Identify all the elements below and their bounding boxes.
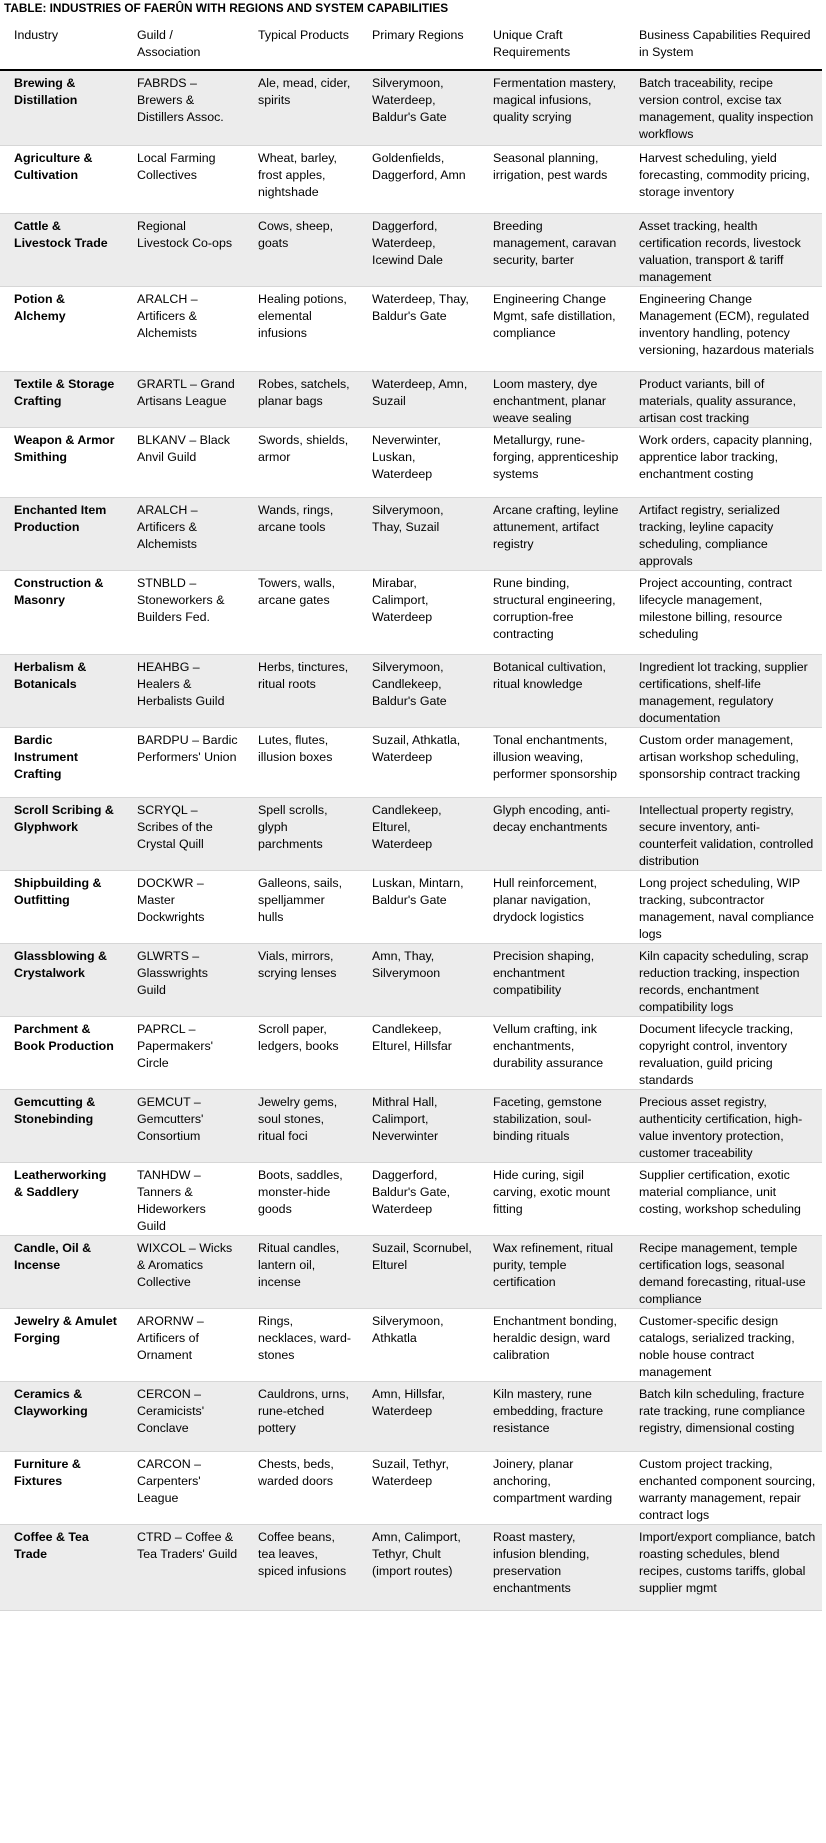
- cell-business: Kiln capacity scheduling, scrap reduction tracking, inspection records, enchantment compatibility logs: [625, 943, 822, 1016]
- table-row: [0, 213, 822, 286]
- table-row: [0, 1089, 822, 1162]
- header-regions: Primary Regions: [358, 19, 479, 70]
- table-title: TABLE: INDUSTRIES OF FAERÛN WITH REGIONS AND SYSTEM CAPABILITIES: [4, 1, 449, 15]
- table-row: [0, 427, 822, 497]
- cell-regions: Daggerford, Waterdeep, Icewind Dale: [358, 213, 479, 286]
- cell-business: Artifact registry, serialized tracking, leyline capacity scheduling, compliance approvals: [625, 497, 822, 570]
- cell-craft: Faceting, gemstone stabilization, soul-binding rituals: [479, 1089, 625, 1162]
- cell-business: Batch kiln scheduling, fracture rate tracking, rune compliance registry, dimensional costing: [625, 1381, 822, 1451]
- cell-regions: Suzail, Scornubel, Elturel: [358, 1235, 479, 1308]
- cell-guild: SCRYQL – Scribes of the Crystal Quill: [123, 797, 244, 870]
- header-business: Business Capabilities Required in System: [625, 19, 822, 70]
- cell-guild: ARALCH – Artificers & Alchemists: [123, 286, 244, 371]
- cell-products: Lutes, flutes, illusion boxes: [244, 727, 358, 797]
- cell-regions: Waterdeep, Amn, Suzail: [358, 371, 479, 427]
- cell-products: Chests, beds, warded doors: [244, 1451, 358, 1524]
- cell-products: Wheat, barley, frost apples, nightshade: [244, 145, 358, 213]
- cell-guild: CARCON – Carpenters' League: [123, 1451, 244, 1524]
- industries-table: [0, 19, 822, 1611]
- cell-regions: Luskan, Mintarn, Baldur's Gate: [358, 870, 479, 943]
- cell-products: Jewelry gems, soul stones, ritual foci: [244, 1089, 358, 1162]
- cell-business: Work orders, capacity planning, apprentice labor tracking, enchantment costing: [625, 427, 822, 497]
- cell-products: Swords, shields, armor: [244, 427, 358, 497]
- cell-products: Coffee beans, tea leaves, spiced infusions: [244, 1524, 358, 1610]
- cell-business: Recipe management, temple certification logs, seasonal demand forecasting, ritual-use compliance: [625, 1235, 822, 1308]
- table-body: [0, 70, 822, 1610]
- cell-regions: Suzail, Tethyr, Waterdeep: [358, 1451, 479, 1524]
- table-row: [0, 570, 822, 654]
- table-row: [0, 286, 822, 371]
- cell-industry: Ceramics & Clayworking: [0, 1381, 123, 1451]
- cell-products: Spell scrolls, glyph parchments: [244, 797, 358, 870]
- cell-guild: WIXCOL – Wicks & Aromatics Collective: [123, 1235, 244, 1308]
- cell-products: Boots, saddles, monster-hide goods: [244, 1162, 358, 1235]
- cell-industry: Enchanted Item Production: [0, 497, 123, 570]
- cell-business: Product variants, bill of materials, quality assurance, artisan cost tracking: [625, 371, 822, 427]
- cell-business: Document lifecycle tracking, copyright control, inventory revaluation, guild pricing standards: [625, 1016, 822, 1089]
- cell-craft: Loom mastery, dye enchantment, planar weave sealing: [479, 371, 625, 427]
- cell-industry: Textile & Storage Crafting: [0, 371, 123, 427]
- cell-industry: Shipbuilding & Outfitting: [0, 870, 123, 943]
- cell-business: Supplier certification, exotic material compliance, unit costing, workshop scheduling: [625, 1162, 822, 1235]
- cell-craft: Seasonal planning, irrigation, pest wards: [479, 145, 625, 213]
- cell-guild: TANHDW – Tanners & Hideworkers Guild: [123, 1162, 244, 1235]
- header-guild: Guild / Association: [123, 19, 244, 70]
- cell-industry: Cattle & Livestock Trade: [0, 213, 123, 286]
- cell-craft: Hull reinforcement, planar navigation, drydock logistics: [479, 870, 625, 943]
- cell-guild: GRARTL – Grand Artisans League: [123, 371, 244, 427]
- table-row: [0, 870, 822, 943]
- cell-regions: Goldenfields, Daggerford, Amn: [358, 145, 479, 213]
- cell-industry: Construction & Masonry: [0, 570, 123, 654]
- cell-industry: Potion & Alchemy: [0, 286, 123, 371]
- table-row: [0, 1016, 822, 1089]
- cell-industry: Agriculture & Cultivation: [0, 145, 123, 213]
- cell-craft: Hide curing, sigil carving, exotic mount fitting: [479, 1162, 625, 1235]
- cell-products: Galleons, sails, spelljammer hulls: [244, 870, 358, 943]
- cell-craft: Glyph encoding, anti-decay enchantments: [479, 797, 625, 870]
- cell-regions: Daggerford, Baldur's Gate, Waterdeep: [358, 1162, 479, 1235]
- cell-guild: GEMCUT – Gemcutters' Consortium: [123, 1089, 244, 1162]
- cell-industry: Furniture & Fixtures: [0, 1451, 123, 1524]
- cell-regions: Waterdeep, Thay, Baldur's Gate: [358, 286, 479, 371]
- cell-craft: Arcane crafting, leyline attunement, artifact registry: [479, 497, 625, 570]
- table-row: [0, 943, 822, 1016]
- cell-regions: Candlekeep, Elturel, Waterdeep: [358, 797, 479, 870]
- cell-guild: PAPRCL – Papermakers' Circle: [123, 1016, 244, 1089]
- cell-business: Custom project tracking, enchanted component sourcing, warranty management, repair contract logs: [625, 1451, 822, 1524]
- cell-guild: BARDPU – Bardic Performers' Union: [123, 727, 244, 797]
- cell-business: Asset tracking, health certification records, livestock valuation, transport & tariff management: [625, 213, 822, 286]
- cell-regions: Silverymoon, Athkatla: [358, 1308, 479, 1381]
- cell-regions: Silverymoon, Waterdeep, Baldur's Gate: [358, 70, 479, 145]
- cell-craft: Roast mastery, infusion blending, preservation enchantments: [479, 1524, 625, 1610]
- cell-craft: Botanical cultivation, ritual knowledge: [479, 654, 625, 727]
- table-row: [0, 70, 822, 145]
- table-row: [0, 1308, 822, 1381]
- table-row: [0, 797, 822, 870]
- table-row: [0, 1381, 822, 1451]
- cell-guild: ARORNW – Artificers of Ornament: [123, 1308, 244, 1381]
- cell-products: Robes, satchels, planar bags: [244, 371, 358, 427]
- cell-regions: Amn, Calimport, Tethyr, Chult (import routes): [358, 1524, 479, 1610]
- cell-craft: Joinery, planar anchoring, compartment warding: [479, 1451, 625, 1524]
- cell-products: Cows, sheep, goats: [244, 213, 358, 286]
- cell-industry: Scroll Scribing & Glyphwork: [0, 797, 123, 870]
- cell-guild: Local Farming Collectives: [123, 145, 244, 213]
- table-row: [0, 1235, 822, 1308]
- cell-business: Ingredient lot tracking, supplier certifications, shelf-life management, regulatory documentation: [625, 654, 822, 727]
- cell-craft: Tonal enchantments, illusion weaving, performer sponsorship: [479, 727, 625, 797]
- cell-industry: Weapon & Armor Smithing: [0, 427, 123, 497]
- cell-craft: Rune binding, structural engineering, corruption-free contracting: [479, 570, 625, 654]
- cell-regions: Amn, Thay, Silverymoon: [358, 943, 479, 1016]
- cell-business: Project accounting, contract lifecycle management, milestone billing, resource scheduling: [625, 570, 822, 654]
- table-row: [0, 145, 822, 213]
- table-row: [0, 654, 822, 727]
- cell-products: Wands, rings, arcane tools: [244, 497, 358, 570]
- cell-industry: Gemcutting & Stonebinding: [0, 1089, 123, 1162]
- cell-regions: Neverwinter, Luskan, Waterdeep: [358, 427, 479, 497]
- cell-industry: Candle, Oil & Incense: [0, 1235, 123, 1308]
- cell-products: Herbs, tinctures, ritual roots: [244, 654, 358, 727]
- header-industry: Industry: [0, 19, 123, 70]
- cell-guild: ARALCH – Artificers & Alchemists: [123, 497, 244, 570]
- cell-craft: Kiln mastery, rune embedding, fracture resistance: [479, 1381, 625, 1451]
- cell-guild: DOCKWR – Master Dockwrights: [123, 870, 244, 943]
- table-row: [0, 371, 822, 427]
- cell-business: Engineering Change Management (ECM), regulated inventory handling, potency versioning, hazardous materials: [625, 286, 822, 371]
- cell-guild: STNBLD – Stoneworkers & Builders Fed.: [123, 570, 244, 654]
- cell-industry: Herbalism & Botanicals: [0, 654, 123, 727]
- cell-craft: Enchantment bonding, heraldic design, ward calibration: [479, 1308, 625, 1381]
- cell-products: Rings, necklaces, ward-stones: [244, 1308, 358, 1381]
- cell-products: Cauldrons, urns, rune-etched pottery: [244, 1381, 358, 1451]
- table-row: [0, 1524, 822, 1610]
- cell-products: Towers, walls, arcane gates: [244, 570, 358, 654]
- cell-guild: CERCON – Ceramicists' Conclave: [123, 1381, 244, 1451]
- cell-business: Import/export compliance, batch roasting schedules, blend recipes, customs tariffs, global supplier mgmt: [625, 1524, 822, 1610]
- cell-business: Batch traceability, recipe version control, excise tax management, quality inspection workflows: [625, 70, 822, 145]
- cell-industry: Coffee & Tea Trade: [0, 1524, 123, 1610]
- cell-industry: Jewelry & Amulet Forging: [0, 1308, 123, 1381]
- cell-craft: Precision shaping, enchantment compatibility: [479, 943, 625, 1016]
- cell-products: Healing potions, elemental infusions: [244, 286, 358, 371]
- cell-products: Scroll paper, ledgers, books: [244, 1016, 358, 1089]
- header-craft: Unique Craft Requirements: [479, 19, 625, 70]
- cell-industry: Glassblowing & Crystalwork: [0, 943, 123, 1016]
- cell-regions: Mithral Hall, Calimport, Neverwinter: [358, 1089, 479, 1162]
- cell-guild: CTRD – Coffee & Tea Traders' Guild: [123, 1524, 244, 1610]
- cell-craft: Breeding management, caravan security, barter: [479, 213, 625, 286]
- cell-industry: Brewing & Distillation: [0, 70, 123, 145]
- table-header: [0, 19, 822, 70]
- cell-regions: Amn, Hillsfar, Waterdeep: [358, 1381, 479, 1451]
- cell-regions: Candlekeep, Elturel, Hillsfar: [358, 1016, 479, 1089]
- table-row: [0, 727, 822, 797]
- cell-business: Harvest scheduling, yield forecasting, commodity pricing, storage inventory: [625, 145, 822, 213]
- cell-guild: Regional Livestock Co-ops: [123, 213, 244, 286]
- cell-guild: FABRDS – Brewers & Distillers Assoc.: [123, 70, 244, 145]
- table-row: [0, 1162, 822, 1235]
- cell-business: Customer-specific design catalogs, serialized tracking, noble house contract management: [625, 1308, 822, 1381]
- cell-craft: Metallurgy, rune-forging, apprenticeship systems: [479, 427, 625, 497]
- header-row: [0, 19, 822, 70]
- cell-guild: GLWRTS – Glasswrights Guild: [123, 943, 244, 1016]
- cell-craft: Vellum crafting, ink enchantments, durability assurance: [479, 1016, 625, 1089]
- cell-products: Ale, mead, cider, spirits: [244, 70, 358, 145]
- cell-business: Precious asset registry, authenticity certification, high-value inventory protection, customer traceability: [625, 1089, 822, 1162]
- cell-products: Vials, mirrors, scrying lenses: [244, 943, 358, 1016]
- table-row: [0, 497, 822, 570]
- cell-craft: Wax refinement, ritual purity, temple certification: [479, 1235, 625, 1308]
- cell-regions: Mirabar, Calimport, Waterdeep: [358, 570, 479, 654]
- cell-craft: Engineering Change Mgmt, safe distillation, compliance: [479, 286, 625, 371]
- header-products: Typical Products: [244, 19, 358, 70]
- cell-regions: Silverymoon, Candlekeep, Baldur's Gate: [358, 654, 479, 727]
- cell-industry: Leatherworking & Saddlery: [0, 1162, 123, 1235]
- table-row: [0, 1451, 822, 1524]
- cell-business: Custom order management, artisan workshop scheduling, sponsorship contract tracking: [625, 727, 822, 797]
- cell-craft: Fermentation mastery, magical infusions, quality scrying: [479, 70, 625, 145]
- cell-products: Ritual candles, lantern oil, incense: [244, 1235, 358, 1308]
- cell-guild: HEAHBG – Healers & Herbalists Guild: [123, 654, 244, 727]
- cell-regions: Silverymoon, Thay, Suzail: [358, 497, 479, 570]
- cell-business: Long project scheduling, WIP tracking, subcontractor management, naval compliance logs: [625, 870, 822, 943]
- cell-industry: Parchment & Book Production: [0, 1016, 123, 1089]
- cell-industry: Bardic Instrument Crafting: [0, 727, 123, 797]
- cell-guild: BLKANV – Black Anvil Guild: [123, 427, 244, 497]
- cell-regions: Suzail, Athkatla, Waterdeep: [358, 727, 479, 797]
- cell-business: Intellectual property registry, secure inventory, anti-counterfeit validation, controlled distribution: [625, 797, 822, 870]
